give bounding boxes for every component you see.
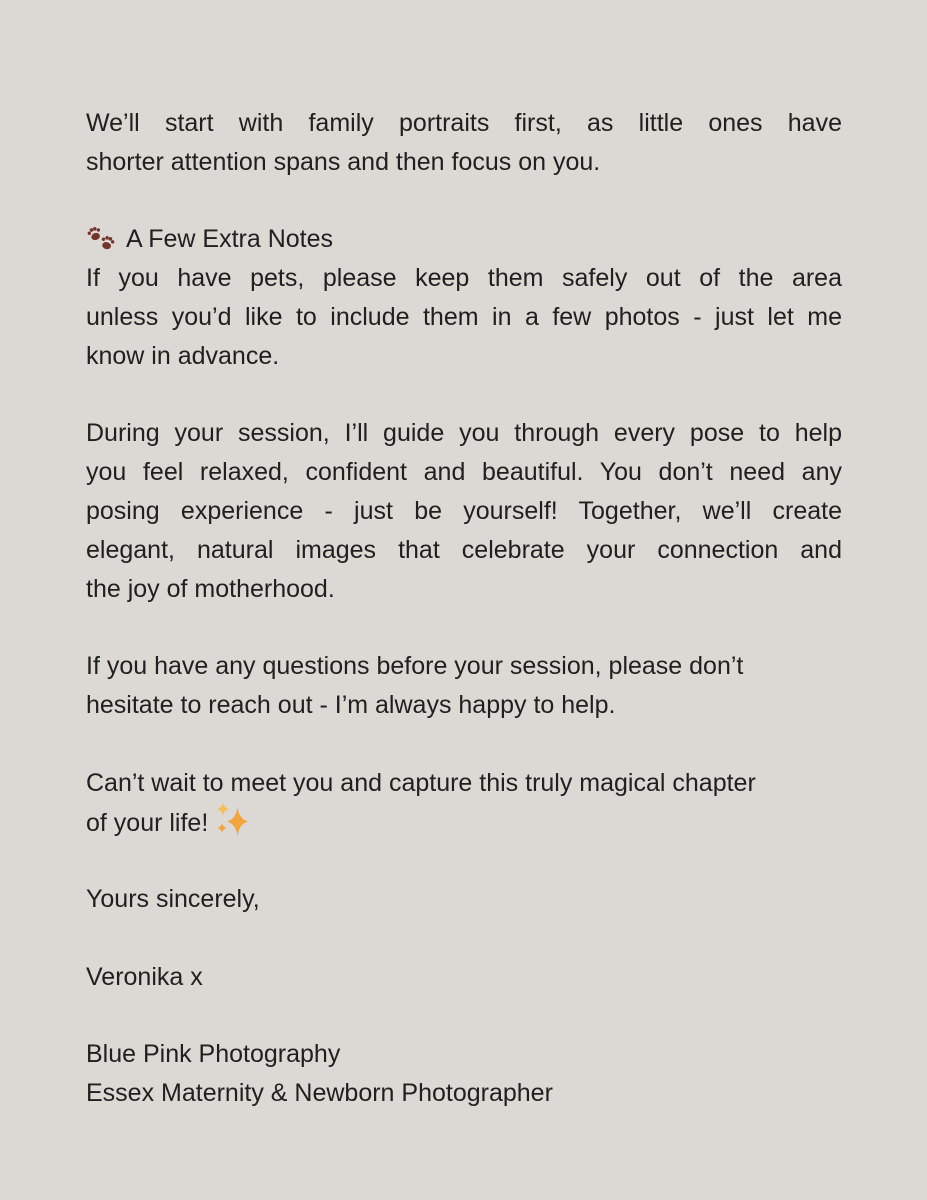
text-line [86,570,842,609]
paragraph-extra-notes [86,220,842,375]
paragraph-questions [86,647,842,725]
text-line [86,802,842,841]
line-text: know in advance. [86,341,280,370]
line-text: A Few Extra Notes [126,225,334,254]
paragraph-business [86,1035,842,1113]
line-text: shorter attention spans and then focus on you. [86,147,601,176]
text-line [86,453,842,492]
line-text: elegant, natural images that celebrate your connection and [86,535,842,564]
line-text: posing experience - just be yourself! Together, we’ll create [86,496,842,525]
text-line [86,259,842,298]
paragraph-signature [86,958,842,997]
text-line [86,414,842,453]
line-text: Essex Maternity & Newborn Photographer [86,1078,553,1107]
line-text: hesitate to reach out - I’m always happy to help. [86,690,616,719]
text-line [86,143,842,182]
text-line [86,104,842,143]
text-line [86,686,842,725]
text-line [86,958,842,997]
line-text: If you have pets, please keep them safely out of the area [86,264,842,293]
sparkles-icon [216,802,248,838]
text-line [86,647,842,686]
line-text: If you have any questions before your session, please don’t [86,652,744,681]
line-text: unless you’d like to include them in a few photos - just let me [86,302,842,331]
line-text: During your session, I’ll guide you through every pose to help [86,419,842,448]
text-line [86,220,842,259]
line-text: Blue Pink Photography [86,1040,341,1069]
text-line [86,531,842,570]
line-text: Yours sincerely, [86,884,260,913]
text-line [86,1035,842,1074]
text-line [86,880,842,919]
line-text: Veronika x [86,962,203,991]
text-line [86,298,842,337]
line-text: you feel relaxed, confident and beautiful. You don’t need any [86,458,842,487]
line-text: the joy of motherhood. [86,574,335,603]
text-line [86,492,842,531]
paragraph-intro [86,104,842,182]
line-text: of your life! [86,809,209,838]
text-line [86,337,842,376]
text-line [86,1074,842,1113]
paw-prints-icon [86,225,116,251]
text-line [86,764,842,803]
letter-body [86,104,842,1113]
paragraph-closing [86,764,842,842]
paragraph-sign-off [86,880,842,919]
paragraph-session-guidance [86,414,842,608]
line-text: Can’t wait to meet you and capture this truly magical chapter [86,768,756,797]
line-text: We’ll start with family portraits first, as little ones have [86,109,842,137]
